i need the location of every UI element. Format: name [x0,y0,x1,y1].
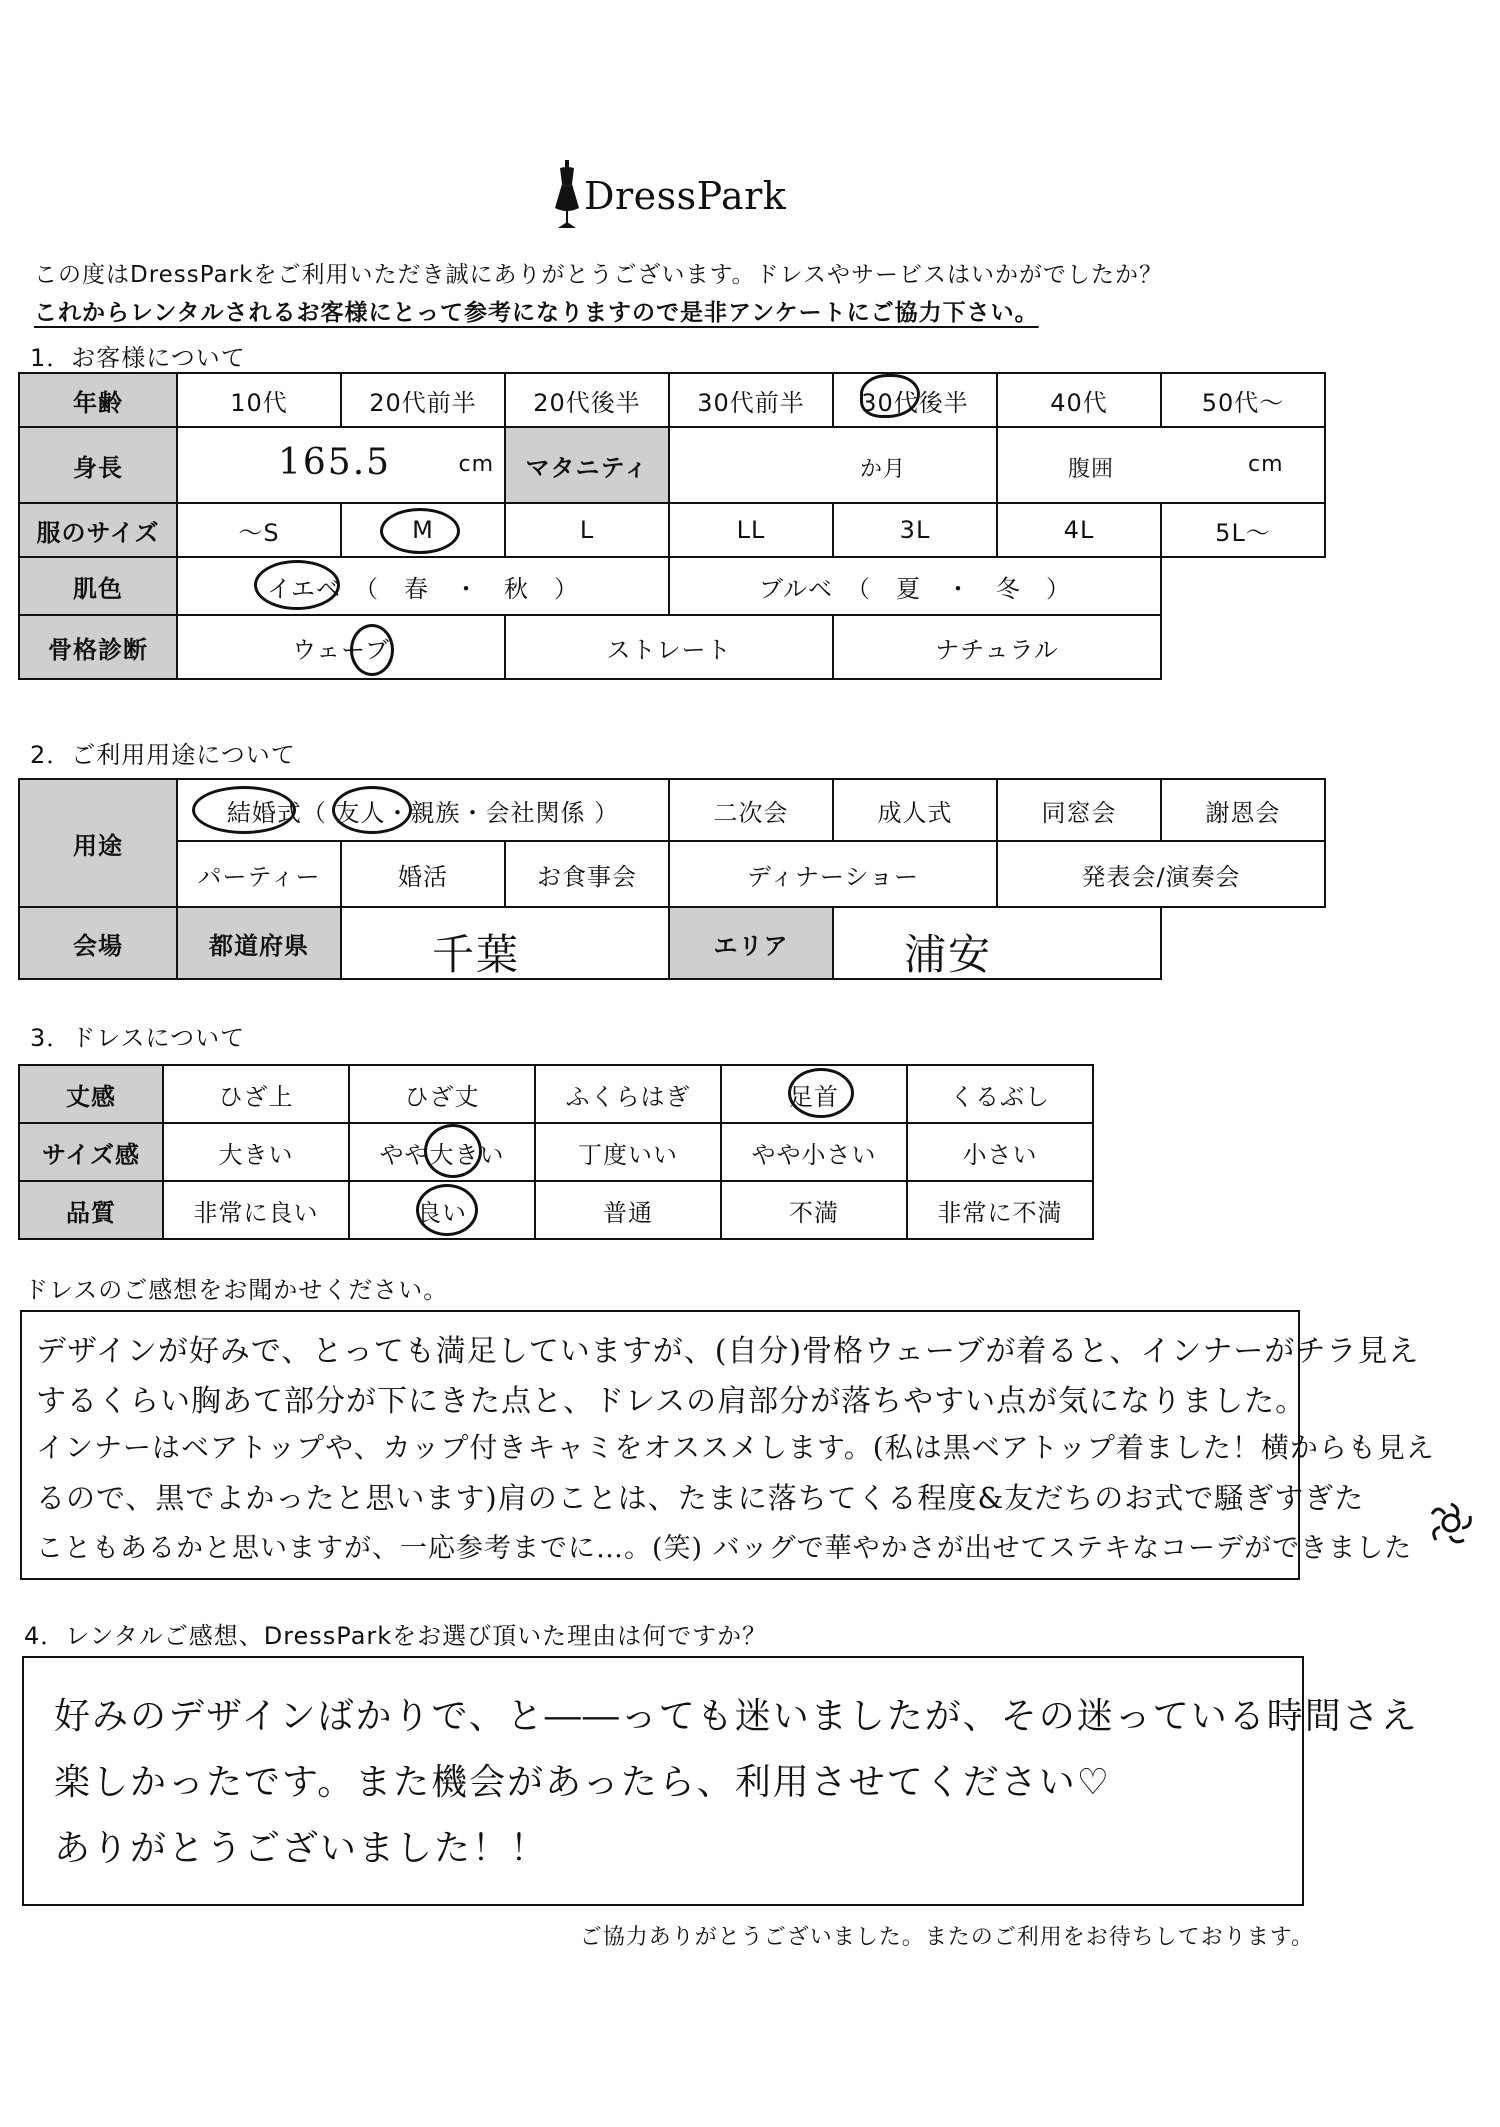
rental-comment-line: 楽しかったです。また機会があったら、利用させてください♡ [54,1762,1112,1803]
frame-option[interactable]: ウェーブ [176,614,506,680]
usage-option[interactable]: 同窓会 [996,778,1162,842]
size-option[interactable]: LL [668,502,834,558]
quality-option[interactable]: 不満 [720,1180,908,1240]
dress-comment-line: こともあるかと思いますが、一応参考までに…。(笑) バッグで華やかさが出せてステキなコーデができました [36,1533,1413,1564]
section-2-title: 2．ご利用用途について [30,741,296,769]
fit-option[interactable]: 小さい [906,1122,1094,1182]
size-option[interactable]: 4L [996,502,1162,558]
skin-option-blue[interactable]: ブルベ （ 夏 ・ 冬 ） [668,556,1162,616]
age-option[interactable]: 20代前半 [340,372,506,428]
size-option[interactable]: 3L [832,502,998,558]
length-option[interactable]: ひざ上 [162,1064,350,1124]
frame-option[interactable]: ストレート [504,614,834,680]
quality-option[interactable]: 非常に良い [162,1180,350,1240]
length-option[interactable]: 足首 [720,1064,908,1124]
height-label: 身長 [18,426,178,504]
usage-option[interactable]: お食事会 [504,840,670,908]
length-option[interactable]: ひざ丈 [348,1064,536,1124]
dress-comment-line: るので、黒でよかったと思います)肩のことは、たまに落ちてくる程度&友だちのお式で騒ぎすぎた [36,1481,1365,1515]
customer-grid [18,372,1326,708]
area-value: 浦安 [904,930,993,979]
intro-line-1: この度はDressParkをご利用いただき誠にありがとうございます。ドレスやサービスはいかがでしたか？ [34,262,1163,288]
quality-option[interactable]: 非常に不満 [906,1180,1094,1240]
size-option[interactable]: M [340,502,506,558]
dress-grid [18,1064,1104,1240]
area-field[interactable] [832,906,1162,980]
age-option[interactable]: 30代後半 [832,372,998,428]
waist-unit: cm [1248,452,1284,477]
age-option[interactable]: 30代前半 [668,372,834,428]
fit-option[interactable]: やや小さい [720,1122,908,1182]
maternity-field[interactable] [668,426,998,504]
area-label: エリア [668,906,834,980]
intro-line-2: これからレンタルされるお客様にとって参考になりますので是非アンケートにご協力下さい。 [34,300,1039,326]
height-value: 165.5 [278,442,392,483]
brand-name: DressPark [584,174,787,218]
rental-comment-line: 好みのデザインばかりで、と――っても迷いましたが、その迷っている時間さえ [54,1696,1419,1737]
dress-form-icon [552,158,582,230]
size-option[interactable]: L [504,502,670,558]
usage-option[interactable]: 謝恩会 [1160,778,1326,842]
usage-option[interactable]: 成人式 [832,778,998,842]
dress-comment-prompt: ドレスのご感想をお聞かせください。 [24,1276,449,1304]
section-4-title: 4．レンタルご感想、DressParkをお選び頂いた理由は何ですか？ [24,1622,768,1650]
quality-option[interactable]: 良い [348,1180,536,1240]
section-3-title: 3．ドレスについて [30,1024,246,1052]
fit-label: サイズ感 [18,1122,164,1182]
rental-comment-line: ありがとうございました！！ [54,1828,549,1869]
age-option[interactable]: 20代後半 [504,372,670,428]
usage-option[interactable]: 婚活 [340,840,506,908]
section-1-title: 1．お客様について [30,344,246,372]
maternity-label: マタニティ [504,426,670,504]
size-label: 服のサイズ [18,502,178,558]
footer-thanks: ご協力ありがとうございました。またのご利用をお待ちしております。 [579,1925,1314,1950]
size-option[interactable]: 5L～ [1160,502,1326,558]
usage-option[interactable]: 二次会 [668,778,834,842]
usage-grid [18,778,1326,992]
dress-comment-box[interactable] [20,1310,1435,1580]
skin-option-yellow[interactable]: イエベ （ 春 ・ 秋 ） [176,556,670,616]
fit-option[interactable]: 丁度いい [534,1122,722,1182]
prefecture-label: 都道府県 [176,906,342,980]
usage-option[interactable]: 発表会/演奏会 [996,840,1326,908]
length-option[interactable]: ふくらはぎ [534,1064,722,1124]
usage-option[interactable]: ディナーショー [668,840,998,908]
usage-wedding[interactable]: 結婚式（ 友人・親族・会社関係 ） [176,778,670,842]
waist-label: 腹囲 [1068,457,1115,482]
size-option[interactable]: ～S [176,502,342,558]
dress-comment-line: するくらい胸あて部分が下にきた点と、ドレスの肩部分が落ちやすい点が気になりました。 [36,1384,1307,1419]
length-label: 丈感 [18,1064,164,1124]
usage-option[interactable]: パーティー [176,840,342,908]
age-option[interactable]: 10代 [176,372,342,428]
prefecture-field[interactable] [340,906,670,980]
frame-option[interactable]: ナチュラル [832,614,1162,680]
usage-label: 用途 [18,778,178,908]
skin-label: 肌色 [18,556,178,616]
age-label: 年齢 [18,372,178,428]
dress-comment-line: インナーはベアトップや、カップ付きキャミをオススメします。(私は黒ベアトップ着ました！横からも見え [36,1431,1435,1464]
age-option[interactable]: 50代～ [1160,372,1326,428]
age-option[interactable]: 40代 [996,372,1162,428]
flower-doodle-icon [1426,1500,1476,1546]
dresspark-logo [552,158,792,230]
months-unit: か月 [860,457,907,482]
quality-label: 品質 [18,1180,164,1240]
dress-comment-line: デザインが好みで、とっても満足していますが、(自分)骨格ウェーブが着ると、インナーがチラ見え [36,1334,1420,1369]
length-option[interactable]: くるぶし [906,1064,1094,1124]
waist-field[interactable] [996,426,1326,504]
height-unit: cm [458,452,494,477]
quality-option[interactable]: 普通 [534,1180,722,1240]
frame-label: 骨格診断 [18,614,178,680]
fit-option[interactable]: 大きい [162,1122,350,1182]
height-field[interactable] [176,426,506,504]
fit-option[interactable]: やや大きい [348,1122,536,1182]
venue-label: 会場 [18,906,178,980]
prefecture-value: 千葉 [432,930,521,979]
rental-comment-box[interactable] [22,1656,1419,1906]
